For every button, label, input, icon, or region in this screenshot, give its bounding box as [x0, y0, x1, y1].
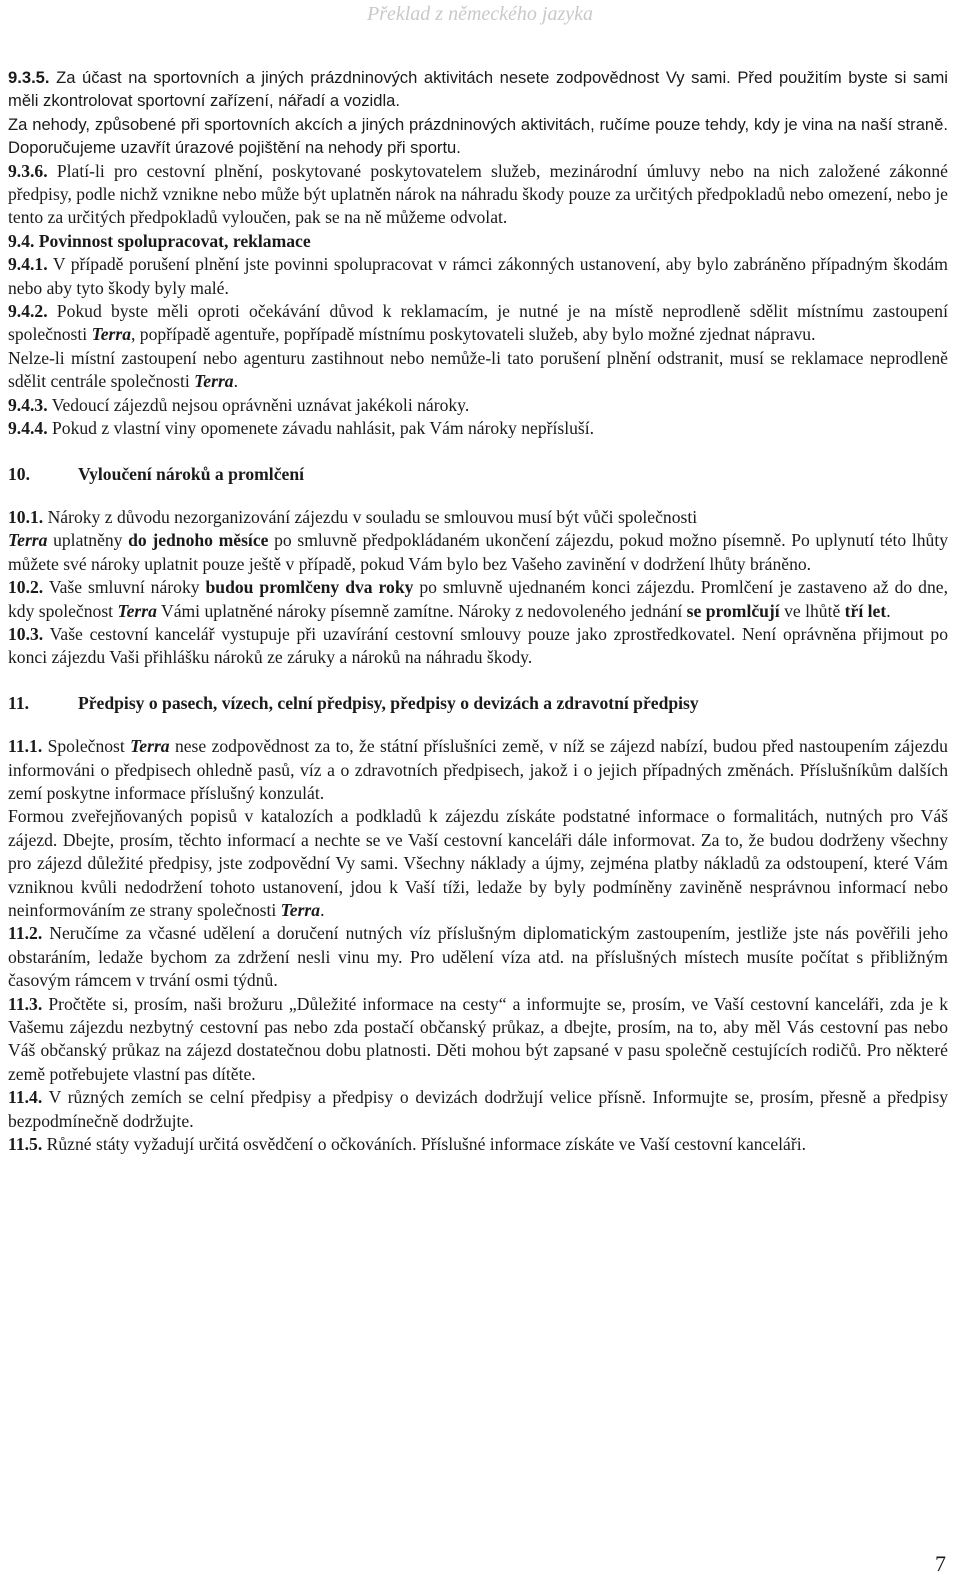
section-text: Společnost: [47, 736, 131, 757]
section-text: Vámi uplatněné nároky písemně zamítne. Nároky z nedovoleného jednání: [156, 600, 687, 621]
company-name: Terra: [130, 736, 170, 757]
section-number: 9.4.3.: [8, 394, 48, 415]
document-body: [8, 66, 948, 1156]
section-text: nese zodpovědnost za to, že státní příslušníci země, v níž se zájezd nabízí, budou před nastoupením zájezdu informováni o předpisech ohledně pasů, víz a o zdravotních předpisech, jakož i o jejich případných změnách. Příslušníkům dalších zemí poskytne informace příslušný konzulát.: [8, 736, 948, 803]
section-text: Za účast na sportovních a jiných prázdninových aktivitách nesete zodpovědnost Vy sami. Před použitím byste si sami měli zkontrolovat sportovní zařízení, nářadí a vozidla.: [8, 68, 948, 111]
section-text: V různých zemích se celní předpisy a předpisy o devizách dodržují velice přísně. Informujte se, prosím, přesně a předpisy bezpodmínečně dodržujte.: [8, 1087, 948, 1131]
page-number: 7: [935, 1551, 946, 1576]
company-name: Terra: [8, 530, 48, 551]
section-11-1-para2: [8, 805, 948, 922]
section-9-4-1: [8, 253, 948, 300]
emphasis: tří let: [844, 600, 887, 621]
section-number: 9.4.2.: [8, 301, 48, 322]
section-11-4: [8, 1086, 948, 1133]
section-number: 9.3.6.: [8, 160, 48, 181]
section-text: Vaše smluvní nároky: [48, 577, 206, 598]
section-number: 11.5.: [8, 1134, 43, 1155]
section-text: .: [886, 600, 891, 621]
section-9-4-2: [8, 300, 948, 347]
section-text: .: [233, 371, 238, 392]
section-text: po smluvně předpokládaném ukončení zájezdu, pokud možno písemně. Po uplynutí této lhůty můžete své nároky uplatnit pouze ještě v případě, pokud Vám bylo bez Vašeho zavinění v dodržení lhůty bráněno.: [8, 530, 949, 574]
section-heading-10: [8, 463, 948, 486]
section-number: 11.2.: [8, 923, 43, 944]
company-name: Terra: [117, 600, 157, 621]
section-text: ve lhůtě: [779, 600, 845, 621]
emphasis: se promlčují: [686, 600, 780, 621]
emphasis: do jednoho měsíce: [128, 530, 269, 551]
section-number: 11.: [8, 692, 30, 713]
section-text: Pročtěte si, prosím, naši brožuru „Důležité informace na cesty“ a informujte se, prosím, ve Vaší cestovní kanceláři, zda je k Vašemu zájezdu nezbytný cestovní pas nebo zda postačí občanský průkaz, a dbejte, prosím, na to, aby měl Vás cestovní pas nebo Váš občanský průkaz na zájezd dostatečnou dobu platnosti. Děti mohou být zapsané v pasu společně cestujících rodičů. Pro některé země potřebujete vlastní pas dítěte.: [8, 993, 948, 1084]
section-11-1: [8, 735, 948, 805]
section-10-2: [8, 576, 948, 623]
section-9-4-2-para2: [8, 347, 948, 394]
section-9-4-3: [8, 394, 948, 417]
section-number: 10.3.: [8, 623, 44, 644]
section-text: , popřípadě agentuře, popřípadě místnímu poskytovateli služeb, aby bylo možné zjednat nápravu.: [131, 324, 816, 345]
section-text: uplatněny: [47, 530, 129, 551]
section-text: Platí-li pro cestovní plnění, poskytované poskytovatelem služeb, mezinárodní úmluvy nebo na nich založené zákonné předpisy, podle nichž vznikne nebo může být uplatněn nárok na náhradu škody pouze za určitých předpokladů nebo omezení, nebo je tento za určitých předpokladů vyloučen, pak se na ně můžeme odvolat.: [8, 160, 948, 228]
section-9-3-6: [8, 160, 948, 230]
emphasis: budou promlčeny dva roky: [205, 577, 414, 598]
section-text: Vaše cestovní kancelář vystupuje při uzavírání cestovní smlouvy pouze jako zprostředkovatel. Není oprávněna přijmout po konci zájezdu Vaši přihlášku nároků ze záruky a nároků na náhradu škody.: [8, 623, 948, 668]
section-11-2: [8, 922, 948, 992]
section-text: Nelze-li místní zastoupení nebo agenturu zastihnout nebo nemůže-li tato porušení plnění odstranit, musí se reklamace neprodleně sdělit centrále společnosti: [8, 347, 948, 392]
section-text: Různé státy vyžadují určitá osvědčení o očkováních. Příslušné informace získáte ve Vaší cestovní kanceláři.: [46, 1134, 807, 1155]
subsection-heading-9-4: 9.4. Povinnost spolupracovat, reklamace: [8, 230, 311, 251]
section-text: Nároky z důvodu nezorganizování zájezdu v souladu se smlouvou musí být vůči společnosti: [47, 506, 698, 527]
section-number: 11.4.: [8, 1087, 43, 1108]
section-text: V případě porušení plnění jste povinni spolupracovat v rámci zákonných ustanovení, aby bylo zabráněno případným škodám nebo aby tyto škody byly malé.: [8, 254, 948, 298]
company-name: Terra: [280, 900, 321, 920]
section-number: 9.3.5.: [8, 68, 50, 87]
section-11-5: [8, 1133, 948, 1156]
section-text: Neručíme za včasné udělení a doručení nutných víz příslušným diplomatickým zastoupením, jestliže jste nás pověřili jeho obstaráním, ledaže bychom za zdržení nesli vinu my. Pro udělení víza atd. na příslušných místech musíte počítat s přibližným časovým rámcem v trvání osmi týdnů.: [8, 923, 948, 991]
section-text: Formou zveřejňovaných popisů v katalozích a podkladů k zájezdu získáte podstatné informace o formalitách, nutných pro Váš zájezd. Dbejte, prosím, těchto informací a nechte se ve Vaší cestovní kanceláři dále informovat. Za to, že budou dodrženy všechny pro zájezd důležité předpisy, jste zodpovědní Vy sami. Všechny náklady a újmy, zejména platby nákladů za odstoupení, které Vám vzniknou kvůli nedodržení tohoto ustanovení, jdou k Vaší tíži, ledaže by byly podmíněny zaviněně nesprávnou informací nebo neinformováním ze strany společnosti: [8, 806, 948, 920]
section-number: 10.1.: [8, 506, 44, 527]
section-number: 9.4.4.: [8, 418, 48, 439]
section-text: Vedoucí zájezdů nejsou oprávněni uznávat jakékoli nároky.: [51, 394, 470, 415]
section-number: 10.2.: [8, 577, 44, 598]
section-heading-11: [8, 692, 948, 715]
company-name: Terra: [194, 371, 234, 392]
section-text: po smluvně ujednaném konci zájezdu. Promlčení je zastaveno až do dne, kdy společnost: [8, 577, 948, 621]
page-header: Překlad z německého jazyka: [366, 3, 593, 25]
company-name: Terra: [91, 324, 131, 345]
section-text: Pokud byste měli oproti očekávání důvod k reklamacím, je nutné je na místě neprodleně sdělit místnímu zastoupení společnosti: [8, 301, 948, 345]
section-text: Za nehody, způsobené při sportovních akcích a jiných prázdninových aktivitách, ručíme pouze tehdy, kdy je vina na naší straně. Doporučujeme uzavřít úrazové pojištění na nehody při sportu.: [8, 114, 948, 158]
section-number: 10.: [8, 463, 30, 484]
section-text: .: [320, 900, 325, 920]
section-9-4-4: [8, 417, 948, 440]
section-10-1: [8, 506, 948, 576]
section-number: 9.4.1.: [8, 254, 48, 275]
section-title: Předpisy o pasech, vízech, celní předpisy, předpisy o devizách a zdravotní předpisy: [78, 692, 699, 713]
section-9-3-5: [8, 66, 948, 160]
section-11-3: [8, 993, 948, 1087]
section-number: 11.3.: [8, 993, 43, 1014]
section-number: 11.1.: [8, 736, 43, 757]
section-10-3: [8, 623, 948, 670]
section-text: Pokud z vlastní viny opomenete závadu nahlásit, pak Vám nároky nepřísluší.: [52, 418, 595, 439]
section-title: Vyloučení nároků a promlčení: [78, 463, 304, 484]
